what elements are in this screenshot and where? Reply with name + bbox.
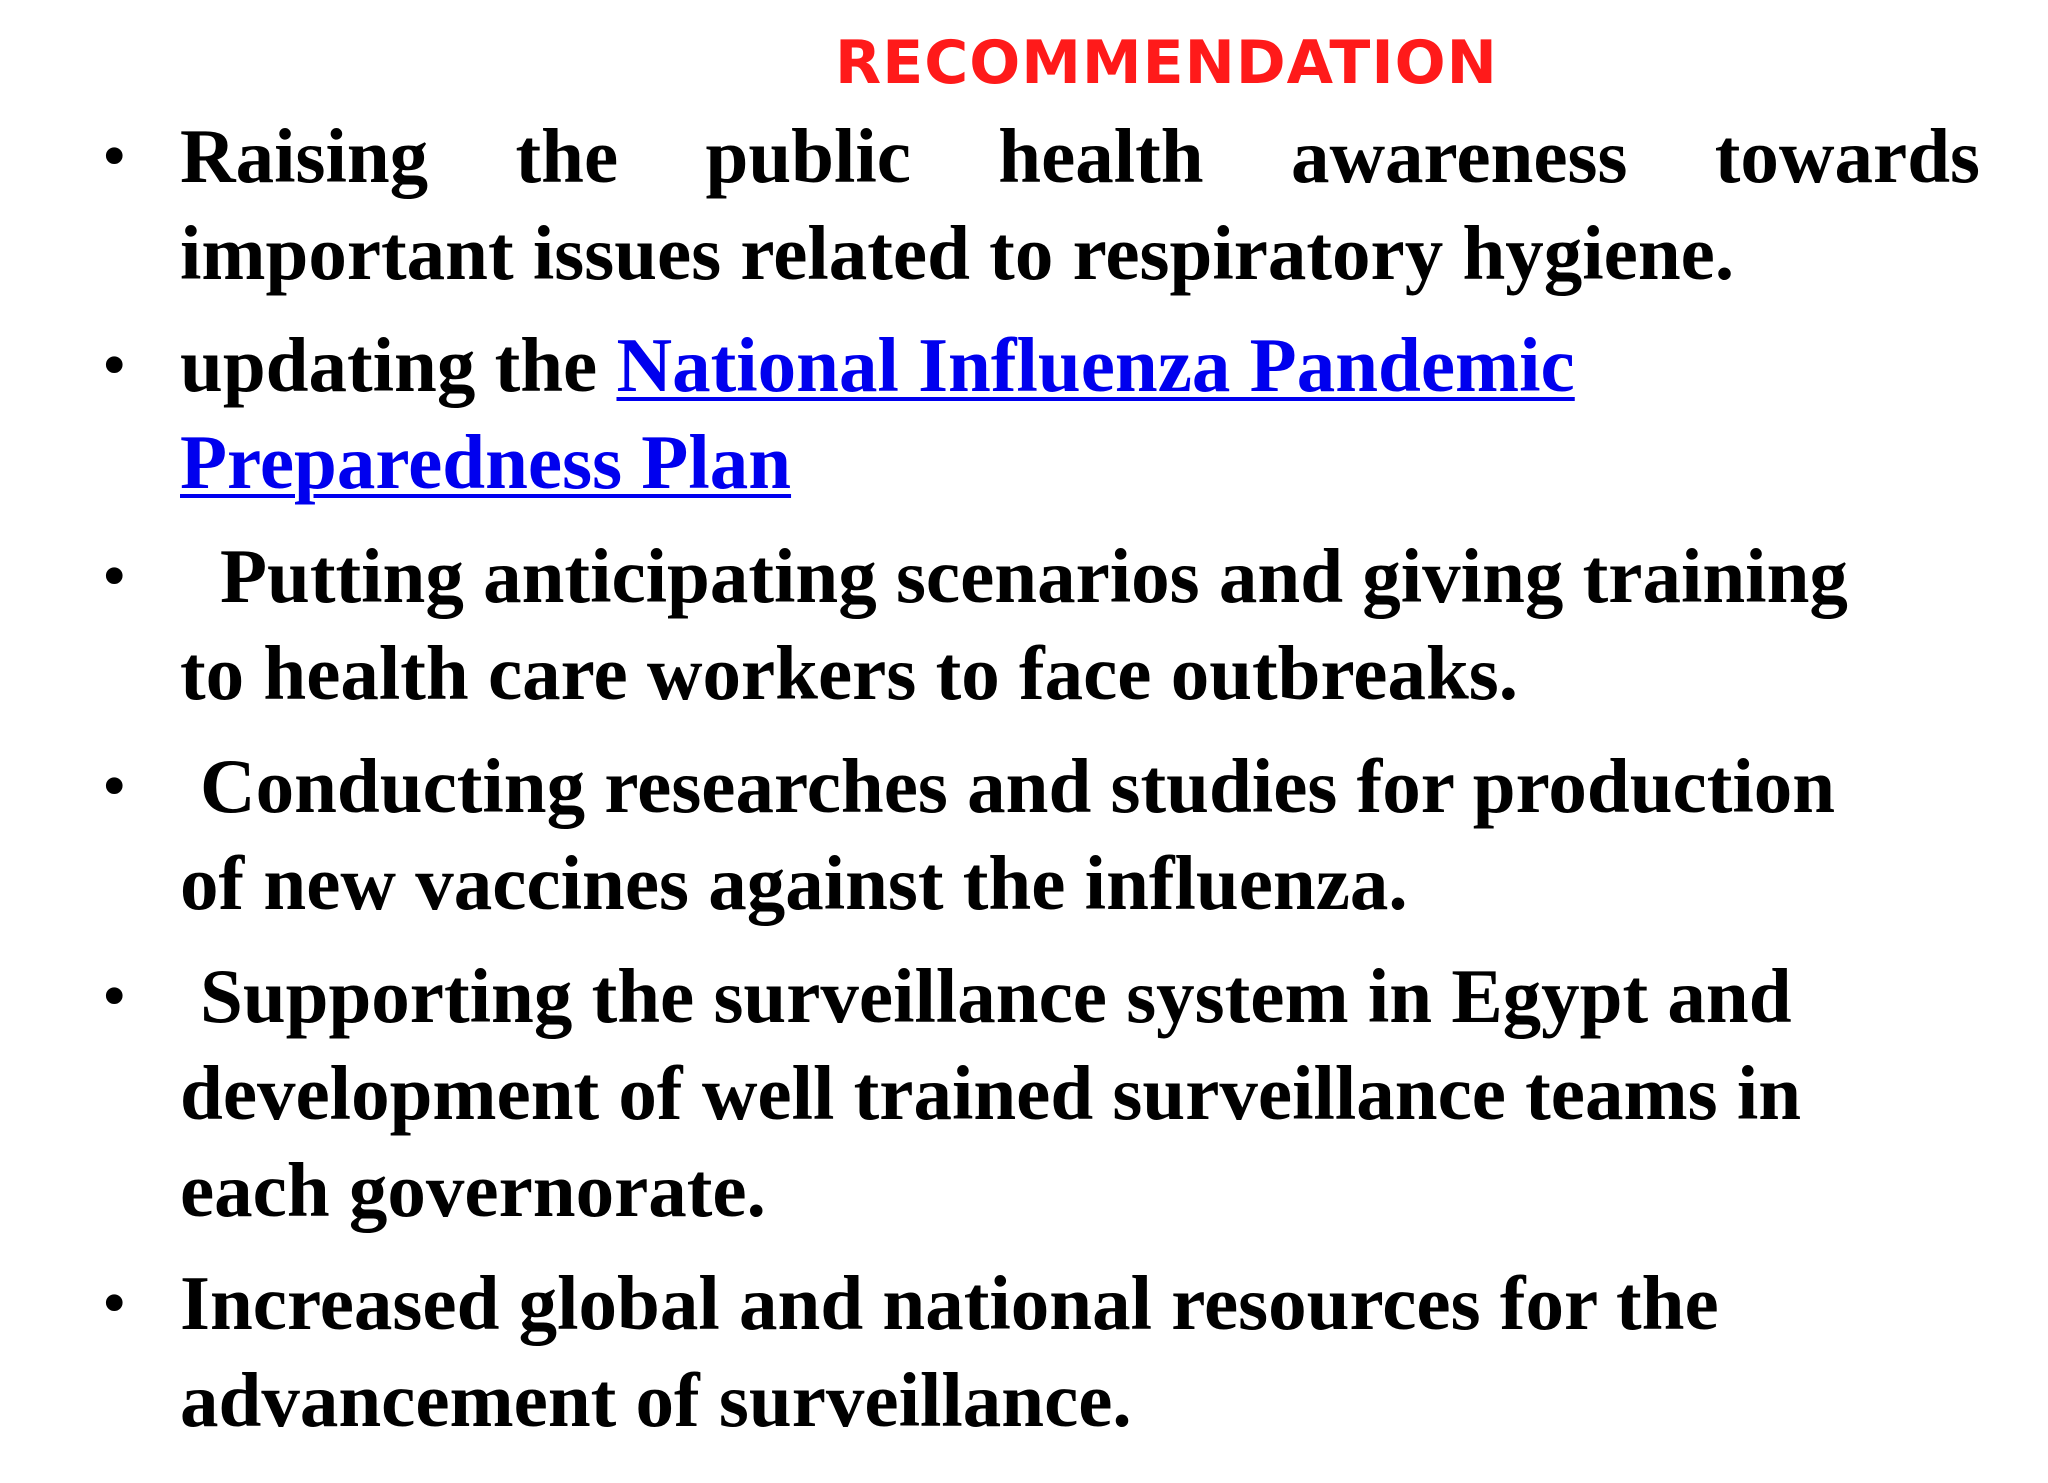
list-item-text: [180, 317, 1575, 511]
word: towards: [1714, 113, 1980, 199]
list-item-text: [180, 1255, 1719, 1449]
bullet-icon: •: [102, 1265, 127, 1342]
list-item-text: [180, 528, 1848, 722]
bullet-icon: •: [102, 538, 127, 615]
slide-title: RECOMMENDATION: [835, 28, 1498, 98]
list-item-text: [180, 948, 1801, 1239]
word: awareness: [1290, 113, 1628, 199]
text-line: advancement of surveillance.: [180, 1357, 1132, 1443]
word: health: [998, 113, 1204, 199]
text-line: [180, 414, 1575, 511]
word: Raising: [180, 113, 429, 199]
text-line: Conducting researches and studies for production: [200, 743, 1836, 829]
plan-link-continued[interactable]: Preparedness Plan: [180, 419, 792, 505]
text-prefix: updating the: [180, 322, 617, 408]
list-item-text: [180, 738, 1835, 932]
text-line: Putting anticipating scenarios and giving training: [220, 533, 1848, 619]
text-line: [180, 317, 1575, 414]
plan-link[interactable]: National Influenza Pandemic: [616, 322, 1575, 408]
text-line: development of well trained surveillance teams in: [180, 1050, 1802, 1136]
bullet-icon: •: [102, 958, 127, 1035]
word: public: [705, 113, 911, 199]
word: the: [515, 113, 619, 199]
text-line: of new vaccines against the influenza.: [180, 840, 1408, 926]
text-line: Supporting the surveillance system in Egypt and: [200, 953, 1792, 1039]
bullet-icon: •: [102, 118, 127, 195]
text-line: each governorate.: [180, 1147, 766, 1233]
bullet-icon: •: [102, 327, 127, 404]
text-line: to health care workers to face outbreaks.: [180, 630, 1518, 716]
text-line: Increased global and national resources for the: [180, 1260, 1719, 1346]
list-item-text: [180, 108, 1980, 302]
bullet-icon: •: [102, 748, 127, 825]
text-line: important issues related to respiratory hygiene.: [180, 210, 1735, 296]
justified-line: [180, 108, 1980, 205]
